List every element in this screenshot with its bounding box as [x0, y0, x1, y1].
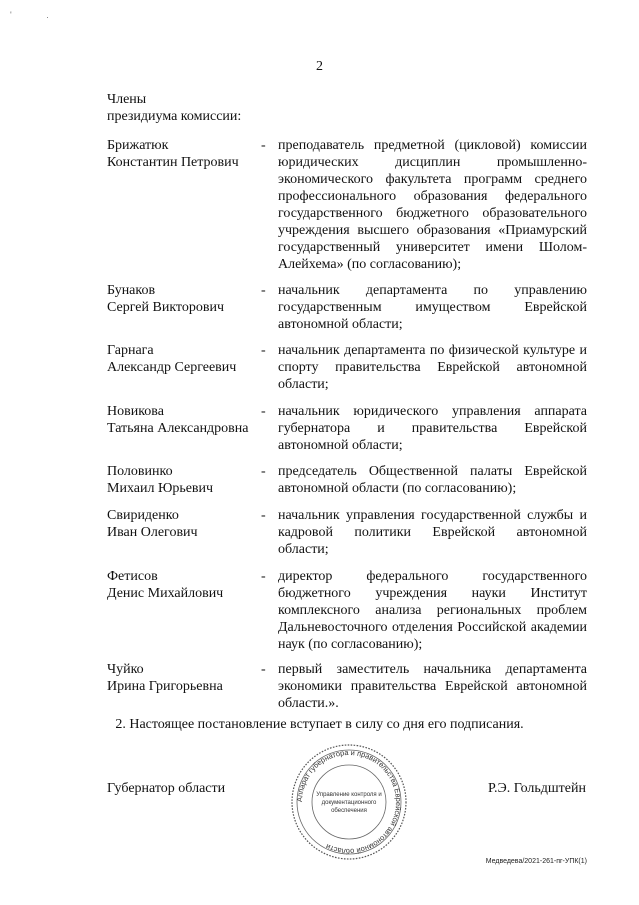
- member-given-names: Татьяна Александровна: [107, 421, 249, 436]
- member-given-names: Александр Сергеевич: [107, 360, 237, 375]
- member-given-names: Константин Петрович: [107, 155, 239, 170]
- member-name: [107, 507, 267, 541]
- stamp-center-line: Управление контроля и: [316, 792, 382, 798]
- member-surname: Чуйко: [107, 662, 144, 677]
- document-reference: Медведева/2021-261-пг-УПК(1): [485, 858, 587, 865]
- member-dash: -: [261, 464, 266, 479]
- member-surname: Брижатюк: [107, 138, 169, 153]
- member-role: начальник департамента по управлению государственным имуществом Еврейской автономной области;: [278, 283, 587, 332]
- member-surname: Фетисов: [107, 569, 158, 584]
- member-name: [107, 661, 267, 695]
- member-given-names: Ирина Григорьевна: [107, 679, 223, 694]
- member-given-names: Сергей Викторович: [107, 300, 225, 315]
- stamp-ring-text: Аппарат губернатора и правительства Еврейской автономной области: [294, 747, 404, 857]
- member-surname: Половинко: [107, 464, 173, 479]
- member-role: председатель Общественной палаты Еврейской автономной области (по согласованию);: [278, 464, 587, 496]
- member-role: преподаватель предметной (цикловой) комиссии юридических дисциплин промышленно-экономического факультета программ среднего профессионального образования федерального государственного бюджетного образовательного учреждения высшего образования «Приамурский государственный университет имени Шолом-Алейхема» (по согласованию);: [278, 138, 587, 272]
- member-role: первый заместитель начальника департамента экономики правительства Еврейской автономной области.».: [278, 662, 587, 711]
- member-name: [107, 463, 267, 497]
- member-dash: -: [261, 404, 266, 419]
- member-dash: -: [261, 283, 266, 298]
- member-given-names: Денис Михайлович: [107, 586, 224, 601]
- member-name: [107, 282, 267, 316]
- member-surname: Новикова: [107, 404, 164, 419]
- member-name: [107, 137, 267, 171]
- member-dash: -: [261, 508, 266, 523]
- section-heading: [107, 91, 241, 125]
- page-number: 2: [316, 59, 323, 74]
- heading-line: Члены: [107, 92, 147, 107]
- official-seal-stamp: [289, 742, 409, 862]
- member-dash: -: [261, 569, 266, 584]
- scan-corner-marks: ' .: [10, 10, 65, 20]
- member-name: [107, 568, 267, 602]
- member-dash: -: [261, 662, 266, 677]
- member-role: начальник управления государственной службы и кадровой политики Еврейской автономной области;: [278, 508, 587, 557]
- member-surname: Гарнага: [107, 343, 154, 358]
- member-dash: -: [261, 343, 266, 358]
- member-given-names: Михаил Юрьевич: [107, 481, 214, 496]
- member-surname: Свириденко: [107, 508, 179, 523]
- member-surname: Бунаков: [107, 283, 156, 298]
- heading-line: президиума комиссии:: [107, 109, 242, 124]
- stamp-center-line: документационного: [321, 800, 377, 806]
- member-name: [107, 342, 267, 376]
- clause-effective-date: 2. Настоящее постановление вступает в силу со дня его подписания.: [115, 717, 524, 732]
- signature-name: Р.Э. Гольдштейн: [487, 781, 586, 796]
- member-given-names: Иван Олегович: [107, 525, 198, 540]
- member-role: начальник юридического управления аппарата губернатора и правительства Еврейской автономной области;: [278, 404, 587, 453]
- member-role: начальник департамента по физической культуре и спорту правительства Еврейской автономной области;: [278, 343, 587, 392]
- signature-title: Губернатор области: [107, 781, 226, 796]
- member-dash: -: [261, 138, 266, 153]
- member-role: директор федерального государственного бюджетного учреждения науки Институт комплексного анализа региональных проблем Дальневосточного отделения Российской академии наук (по согласованию);: [278, 569, 587, 652]
- stamp-center-line: обеспечения: [331, 808, 367, 814]
- member-name: [107, 403, 267, 437]
